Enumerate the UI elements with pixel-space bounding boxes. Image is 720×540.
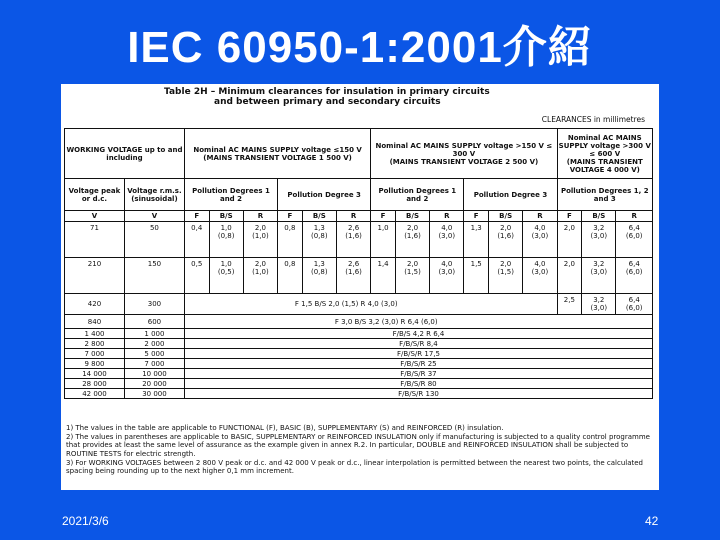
cell-value: 6,4 (6,0) xyxy=(625,224,643,240)
table-title xyxy=(164,87,644,107)
col-bs: B/S xyxy=(582,211,616,222)
col-bs: B/S xyxy=(395,211,429,222)
cell-g3-bs xyxy=(582,222,616,258)
cell-g1pd3-r xyxy=(336,222,370,258)
document-image xyxy=(61,84,659,490)
col-f: F xyxy=(557,211,582,222)
col-r: R xyxy=(430,211,464,222)
cell-g3-r xyxy=(616,294,653,315)
cell-g1pd12-f xyxy=(184,258,209,294)
cell-value: 2,0 (1,0) xyxy=(252,224,269,240)
cell-value: 1,0 (0,5) xyxy=(217,260,235,276)
cell-value: 3,2 (3,0) xyxy=(590,260,608,276)
clearance-table xyxy=(64,128,653,399)
cell-g2pd12-r xyxy=(430,222,464,258)
table-row xyxy=(65,369,653,379)
cell-rms: 1 000 xyxy=(124,329,184,339)
cell-g1pd12-bs xyxy=(209,258,243,294)
cell-peak: 1 400 xyxy=(65,329,125,339)
cell-value: 6,4 (6,0) xyxy=(625,296,643,312)
cell-value: 210 xyxy=(87,260,102,268)
table-row xyxy=(65,339,653,349)
cell-merged: F/B/S 4,2 R 6,4 xyxy=(184,329,652,339)
cell-peak: 28 000 xyxy=(65,379,125,389)
col-f: F xyxy=(184,211,209,222)
slide-date: 2021/3/6 xyxy=(62,514,109,528)
cell-g3-f xyxy=(557,222,582,258)
unit-v: V xyxy=(124,211,184,222)
cell-g3-r xyxy=(616,222,653,258)
cell-value: 4,0 (3,0) xyxy=(438,260,456,276)
pd123-header: Pollution Degrees 1, 2 and 3 xyxy=(557,179,652,211)
cell-value: 4,0 (3,0) xyxy=(438,224,456,240)
table-row xyxy=(65,379,653,389)
cell-value: 1,0 xyxy=(377,224,389,232)
table-row xyxy=(65,222,653,258)
col-r: R xyxy=(243,211,277,222)
table-row xyxy=(65,359,653,369)
cell-value: 2,0 xyxy=(563,224,575,232)
insulation-grade-row xyxy=(65,211,653,222)
cell-rms: 300 xyxy=(124,294,184,315)
cell-rms xyxy=(124,222,184,258)
group2-header xyxy=(371,129,557,179)
cell-peak xyxy=(65,222,125,258)
cell-peak: 2 800 xyxy=(65,339,125,349)
cell-value: 2,6 (1,6) xyxy=(345,224,362,240)
cell-g2pd3-r xyxy=(523,258,557,294)
group3-header xyxy=(557,129,652,179)
col-f: F xyxy=(371,211,396,222)
col-r: R xyxy=(336,211,370,222)
cell-value: 2,0 xyxy=(563,260,575,268)
group2-title: Nominal AC MAINS SUPPLY voltage >150 V ≤ 300 V xyxy=(375,141,553,158)
cell-value: 4,0 (3,0) xyxy=(531,224,549,240)
table-row-840 xyxy=(65,315,653,329)
cell-rms: 5 000 xyxy=(124,349,184,359)
table-row xyxy=(65,329,653,339)
cell-value: 1,4 xyxy=(377,260,389,268)
cell-peak: 7 000 xyxy=(65,349,125,359)
cell-g2pd12-bs xyxy=(395,258,429,294)
table-title-line-2: and between primary and secondary circuits xyxy=(214,97,441,107)
cell-peak: 14 000 xyxy=(65,369,125,379)
cell-value: 4,0 (3,0) xyxy=(531,260,549,276)
cell-peak xyxy=(65,258,125,294)
pd3-header: Pollution Degree 3 xyxy=(464,179,557,211)
group1-title: Nominal AC MAINS SUPPLY voltage ≤150 V xyxy=(193,145,362,154)
group3-title: Nominal AC MAINS SUPPLY voltage >300 V ≤ 600 V xyxy=(558,133,651,158)
cell-g1pd3-bs xyxy=(302,258,336,294)
col-r: R xyxy=(523,211,557,222)
cell-g3-bs xyxy=(582,258,616,294)
cell-rms: 2 000 xyxy=(124,339,184,349)
cell-value: 150 xyxy=(147,260,162,268)
col-f: F xyxy=(278,211,303,222)
units-label: CLEARANCES in millimetres xyxy=(541,115,645,124)
cell-g1pd3-f xyxy=(278,258,303,294)
pd12-header: Pollution Degrees 1 and 2 xyxy=(371,179,464,211)
cell-g1pd3-r xyxy=(336,258,370,294)
cell-value: 0,8 xyxy=(284,224,296,232)
cell-g2pd3-bs xyxy=(489,222,523,258)
cell-value: 0,8 xyxy=(284,260,296,268)
table-row xyxy=(65,349,653,359)
merged-rows xyxy=(65,329,653,399)
unit-v: V xyxy=(65,211,125,222)
group2-subtitle: (MAINS TRANSIENT VOLTAGE 2 500 V) xyxy=(389,157,539,166)
cell-g3-f: 2,5 xyxy=(557,294,582,315)
cell-g1pd12-r xyxy=(243,258,277,294)
group1-header xyxy=(184,129,370,179)
cell-g2pd12-f xyxy=(371,258,396,294)
slide-title: IEC 60950-1:2001介紹 xyxy=(127,23,593,72)
table-row xyxy=(65,258,653,294)
cell-merged: F 3,0 B/S 3,2 (3,0) R 6,4 (6,0) xyxy=(184,315,652,329)
table-notes xyxy=(66,424,652,476)
pd3-header: Pollution Degree 3 xyxy=(278,179,371,211)
cell-rms: 10 000 xyxy=(124,369,184,379)
cell-g1pd12-bs xyxy=(209,222,243,258)
cell-merged: F/B/S/R 37 xyxy=(184,369,652,379)
cell-value: 2,6 (1,6) xyxy=(345,260,362,276)
cell-merged: F 1,5 B/S 2,0 (1,5) R 4,0 (3,0) xyxy=(184,294,557,315)
cell-g2pd3-r xyxy=(523,222,557,258)
cell-g2pd12-f xyxy=(371,222,396,258)
group1-subtitle: (MAINS TRANSIENT VOLTAGE 1 500 V) xyxy=(203,153,352,162)
cell-value: 2,0 (1,6) xyxy=(497,224,514,240)
cell-merged: F/B/S/R 130 xyxy=(184,389,652,399)
cell-value: 3,2 (3,0) xyxy=(590,224,608,240)
cell-g1pd3-bs xyxy=(302,222,336,258)
cell-value: 1,3 (0,8) xyxy=(310,224,328,240)
voltage-rms-header: Voltage r.m.s. (sinusoidal) xyxy=(124,179,184,211)
cell-g3-r xyxy=(616,258,653,294)
table-title-line-1: Table 2H – Minimum clearances for insulation in primary circuits xyxy=(164,87,490,97)
cell-peak: 840 xyxy=(65,315,125,329)
cell-value: 1,0 (0,8) xyxy=(217,224,235,240)
voltage-peak-header: Voltage peak or d.c. xyxy=(65,179,125,211)
cell-merged: F/B/S/R 80 xyxy=(184,379,652,389)
cell-g2pd12-r xyxy=(430,258,464,294)
cell-value: 2,0 (1,0) xyxy=(252,260,269,276)
pd12-header: Pollution Degrees 1 and 2 xyxy=(184,179,277,211)
col-bs: B/S xyxy=(302,211,336,222)
cell-g1pd3-f xyxy=(278,222,303,258)
table-row xyxy=(65,389,653,399)
table-row-420 xyxy=(65,294,653,315)
cell-peak: 42 000 xyxy=(65,389,125,399)
col-f: F xyxy=(464,211,489,222)
cell-g3-f xyxy=(557,258,582,294)
col-bs: B/S xyxy=(489,211,523,222)
cell-g3-bs xyxy=(582,294,616,315)
cell-peak: 420 xyxy=(65,294,125,315)
cell-g1pd12-r xyxy=(243,222,277,258)
cell-g2pd3-f xyxy=(464,222,489,258)
cell-g2pd3-f xyxy=(464,258,489,294)
note-3: 3) For WORKING VOLTAGES between 2 800 V peak or d.c. and 42 000 V peak or d.c., linear interpolation is permitted between the nearest two points, the calculated spacing being rounding up to the next higher 0,1 mm increment. xyxy=(66,458,644,476)
cell-value: 1,3 xyxy=(470,224,482,232)
cell-value: 2,0 (1,6) xyxy=(404,224,421,240)
col-bs: B/S xyxy=(209,211,243,222)
cell-value: 71 xyxy=(90,224,99,232)
cell-g2pd12-bs xyxy=(395,222,429,258)
cell-merged: F/B/S/R 8,4 xyxy=(184,339,652,349)
cell-rms xyxy=(124,258,184,294)
cell-value: 50 xyxy=(149,224,159,232)
cell-value: 0,4 xyxy=(191,224,203,232)
cell-value: 1,5 xyxy=(470,260,482,268)
cell-g1pd12-f xyxy=(184,222,209,258)
working-voltage-header: WORKING VOLTAGE up to and including xyxy=(65,129,185,179)
cell-rms: 7 000 xyxy=(124,359,184,369)
col-r: R xyxy=(616,211,653,222)
cell-peak: 9 800 xyxy=(65,359,125,369)
cell-rms: 20 000 xyxy=(124,379,184,389)
cell-merged: F/B/S/R 17,5 xyxy=(184,349,652,359)
cell-g2pd3-bs xyxy=(489,258,523,294)
detail-rows xyxy=(65,222,653,294)
slide-page-number: 42 xyxy=(645,514,659,528)
note-2: 2) The values in parentheses are applicable to BASIC, SUPPLEMENTARY or REINFORCED INSULATION only if manufacturing is subjected to a quality control programme that provides at least the same level of assurance as the example given in annex R.2. In particular, DOUBLE and REINFORCED INSULATION shall be subjected to ROUTINE TESTS for electric strength. xyxy=(66,433,650,458)
cell-value: 2,0 (1,5) xyxy=(404,260,421,276)
cell-merged: F/B/S/R 25 xyxy=(184,359,652,369)
cell-value: 6,4 (6,0) xyxy=(625,260,643,276)
cell-value: 1,3 (0,8) xyxy=(310,260,328,276)
cell-rms: 600 xyxy=(124,315,184,329)
note-1: 1) The values in the table are applicable to FUNCTIONAL (F), BASIC (B), SUPPLEMENTARY (S) and REINFORCED (R) insulation. xyxy=(66,424,504,432)
cell-rms: 30 000 xyxy=(124,389,184,399)
cell-value: 0,5 xyxy=(191,260,203,268)
group3-subtitle: (MAINS TRANSIENT VOLTAGE 4 000 V) xyxy=(566,157,643,174)
cell-value: 3,2 (3,0) xyxy=(590,296,608,312)
cell-value: 2,0 (1,5) xyxy=(497,260,514,276)
